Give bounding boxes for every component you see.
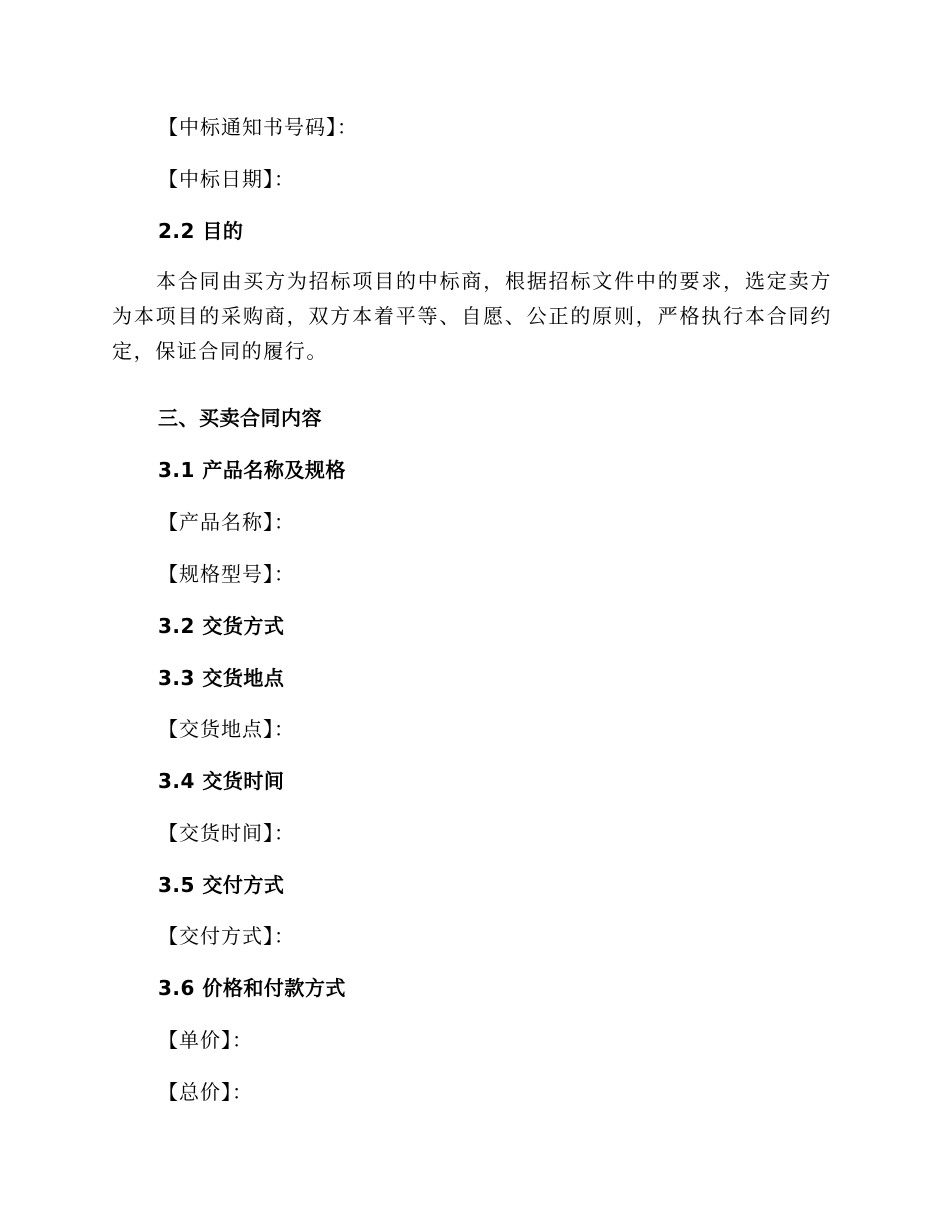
field-delivery-time: 【交货时间】： [158, 821, 295, 845]
field-bid-notice-number: 【中标通知书号码】： [158, 115, 358, 139]
field-model: 【规格型号】： [158, 562, 295, 586]
field-unit-price: 【单价】： [158, 1028, 253, 1052]
heading-3-5: 3.5 交付方式 [158, 873, 285, 897]
heading-section-3: 三、买卖合同内容 [158, 406, 322, 430]
heading-3-4: 3.4 交货时间 [158, 769, 285, 793]
heading-2-2-purpose: 2.2 目的 [158, 219, 244, 243]
field-bid-date: 【中标日期】： [158, 167, 295, 191]
heading-3-3: 3.3 交货地点 [158, 666, 285, 690]
heading-3-1: 3.1 产品名称及规格 [158, 458, 346, 482]
field-delivery-place: 【交货地点】： [158, 717, 295, 741]
heading-3-2: 3.2 交货方式 [158, 614, 285, 638]
field-payment-delivery: 【交付方式】： [158, 924, 295, 948]
field-total-price: 【总价】： [158, 1080, 253, 1104]
purpose-paragraph: 本合同由买方为招标项目的中标商，根据招标文件中的要求，选定卖方为本项目的采购商，双方本着平等、自愿、公正的原则，严格执行本合同约定，保证合同的履行。 [112, 269, 832, 363]
field-product-name: 【产品名称】： [158, 510, 295, 534]
heading-3-6: 3.6 价格和付款方式 [158, 976, 346, 1000]
